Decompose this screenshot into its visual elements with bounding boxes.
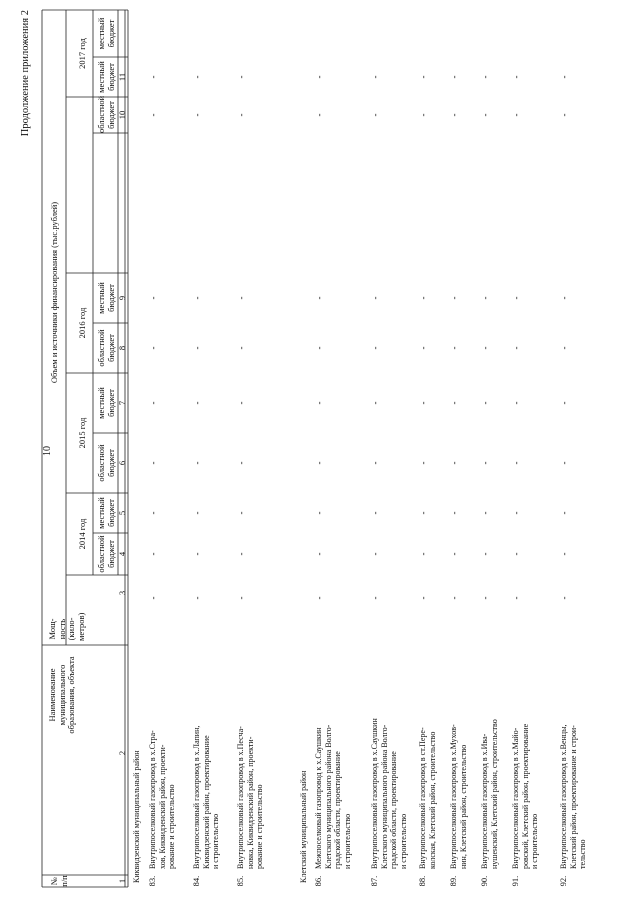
row-value: - <box>449 552 459 556</box>
row-value: - <box>418 75 428 79</box>
row-object-name-line: нин, Клетский район, строительство <box>458 744 468 869</box>
row-value: - <box>314 461 324 465</box>
row-object-name-line: Внутрипоселковый газопровод в х.Лапин, <box>192 725 201 869</box>
row-value: - <box>236 113 246 117</box>
row-value: - <box>449 296 459 300</box>
row-value: - <box>418 596 428 600</box>
row-object-name-line: и строительство <box>342 813 352 869</box>
row-value: - <box>236 511 246 515</box>
header-year-2016: 2016 год <box>77 307 87 339</box>
row-object-name-line: Внутрипоселковый газопровод в х.Стра- <box>148 730 157 869</box>
row-object-name-line: и строительство <box>398 813 408 869</box>
row-value: - <box>314 296 324 300</box>
row-value: - <box>370 401 380 405</box>
row-object-name-line: тельство <box>578 839 587 869</box>
header-capacity: Мощ-ность (кило-метров) <box>47 612 86 641</box>
row-value: - <box>559 401 569 405</box>
row-object-name-line: Киквидзенский район, проектирование <box>201 735 211 869</box>
row-value: - <box>449 596 459 600</box>
row-value: - <box>559 461 569 465</box>
col-num: 8 <box>117 345 127 351</box>
row-object-name-line: ровский, Клетский район, проектирование <box>520 723 530 869</box>
row-object-name <box>192 647 221 869</box>
row-value: - <box>236 596 246 600</box>
header-local-2017: местный бюджет <box>96 61 116 93</box>
header-name: Наименование муниципального образования, объекта <box>47 656 76 734</box>
row-value: - <box>192 596 202 600</box>
row-value: - <box>192 113 202 117</box>
row-value: - <box>314 113 324 117</box>
row-object-name-line: рование и строительство <box>167 784 176 869</box>
row-value: - <box>370 75 380 79</box>
col-num: 3 <box>117 590 127 596</box>
row-number: 92. <box>558 875 568 887</box>
row-object-name-line: Клетский район, проектирование и строи- <box>568 725 578 869</box>
row-value: - <box>314 596 324 600</box>
row-value: - <box>236 552 246 556</box>
row-value: - <box>192 75 202 79</box>
col-num: 11 <box>117 72 127 82</box>
row-value: - <box>148 596 158 600</box>
row-value: - <box>480 296 490 300</box>
header-regional-2014: областной бюджет <box>96 535 116 573</box>
row-object-name <box>559 647 588 869</box>
row-object-name-line: и строительство <box>530 813 539 869</box>
row-value: - <box>314 75 324 79</box>
row-object-name-line: Внутрипоселковый газопровод в х.Саушкин <box>370 718 379 869</box>
col-num: 9 <box>117 295 127 301</box>
row-number: 85. <box>235 875 245 887</box>
header-local-2016: местный бюджет <box>96 282 116 314</box>
header-funding: Объем и источники финансирования (тыс.рублей) <box>49 201 59 384</box>
header-year-2014: 2014 год <box>77 518 87 550</box>
row-value: - <box>480 113 490 117</box>
row-value: - <box>236 296 246 300</box>
row-value: - <box>559 552 569 556</box>
row-value: - <box>148 511 158 515</box>
row-value: - <box>418 113 428 117</box>
row-value: - <box>418 401 428 405</box>
row-value: - <box>511 401 521 405</box>
header-year-2015: 2015 год <box>77 417 87 449</box>
header-year-2017: 2017 год <box>77 38 87 69</box>
row-value: - <box>314 511 324 515</box>
row-value: - <box>192 346 202 350</box>
row-value: - <box>236 75 246 79</box>
page-number: 10 <box>42 446 53 456</box>
row-value: - <box>236 461 246 465</box>
row-value: - <box>192 552 202 556</box>
section-kletsky: Клетский муниципальный район <box>299 770 308 883</box>
row-value: - <box>314 552 324 556</box>
row-value: - <box>418 461 428 465</box>
row-value: - <box>370 511 380 515</box>
row-value: - <box>148 346 158 350</box>
row-object-name <box>370 647 408 869</box>
row-value: - <box>480 596 490 600</box>
row-object-name-line: градской области, проектирование <box>389 751 398 869</box>
row-value: - <box>480 461 490 465</box>
continuation-note: Продолжение приложения 2 <box>20 10 31 137</box>
row-value: - <box>418 511 428 515</box>
row-value: - <box>192 401 202 405</box>
row-number: 88. <box>417 875 427 887</box>
row-number: 87. <box>369 875 379 887</box>
header-local-2014: местный бюджет <box>96 497 116 529</box>
header-regional-2015: областной бюджет <box>96 444 116 482</box>
row-value: - <box>370 552 380 556</box>
row-object-name <box>511 647 540 869</box>
row-value: - <box>148 296 158 300</box>
row-value: - <box>511 113 521 117</box>
col-num: 4 <box>117 551 127 557</box>
col-num: 6 <box>117 460 127 466</box>
row-value: - <box>449 461 459 465</box>
row-value: - <box>148 552 158 556</box>
row-object-name-line: Внутрипоселковый газопровод в х.Ива- <box>480 733 489 869</box>
row-object-name-line: хов, Киквидзенский район, проекти- <box>157 744 167 869</box>
row-number: 84. <box>191 875 201 887</box>
row-value: - <box>370 113 380 117</box>
row-object-name-line: рование и строительство <box>255 784 264 869</box>
row-object-name-line: градской области, проектирование <box>333 751 342 869</box>
row-object-name-line: Внутрипоселковый газопровод в х.Майо- <box>511 727 520 869</box>
row-value: - <box>559 346 569 350</box>
row-value: - <box>148 401 158 405</box>
row-number: 86. <box>313 875 323 887</box>
row-number: 90. <box>479 875 489 887</box>
row-object-name-line: Внутрипоселковый газопровод в х.Венцы, <box>559 724 568 869</box>
row-number: 91. <box>510 875 520 887</box>
row-value: - <box>148 461 158 465</box>
row-object-name-line: новка, Киквидзенский район, проекти- <box>245 736 255 869</box>
row-object-name <box>148 647 177 869</box>
row-value: - <box>559 596 569 600</box>
row-value: - <box>559 113 569 117</box>
row-object-name-line: Внутрипоселковый газопровод в х.Песча- <box>236 726 245 869</box>
row-value: - <box>192 296 202 300</box>
row-object-name-line: Межпоселковый газопровод к х.Саушкин <box>314 727 323 869</box>
row-object-name-line: нушенский, Клетский район, строительство <box>489 719 499 869</box>
row-value: - <box>192 461 202 465</box>
row-value: - <box>314 401 324 405</box>
row-object-name <box>418 647 437 869</box>
row-value: - <box>559 511 569 515</box>
row-value: - <box>148 75 158 79</box>
row-value: - <box>370 596 380 600</box>
row-value: - <box>314 346 324 350</box>
row-object-name <box>480 647 499 869</box>
row-value: - <box>449 401 459 405</box>
row-number: 83. <box>147 875 157 887</box>
section-kikvidze: Киквидзенский муниципальный район <box>132 750 141 883</box>
col-num: 7 <box>117 400 127 406</box>
col-num: 5 <box>117 510 127 516</box>
row-value: - <box>511 511 521 515</box>
col-num: 10 <box>117 110 127 120</box>
row-object-name <box>236 647 265 869</box>
header-regional-2017: областной бюджет <box>96 95 116 133</box>
row-value: - <box>418 346 428 350</box>
row-object-name <box>314 647 352 869</box>
row-value: - <box>418 296 428 300</box>
row-value: - <box>559 75 569 79</box>
row-value: - <box>148 113 158 117</box>
header-regional-2016: областной бюджет <box>96 329 116 367</box>
row-value: - <box>370 461 380 465</box>
row-object-name-line: колская, Клетский район, строительство <box>427 731 437 869</box>
header-local-2015: местный бюджет <box>96 387 116 419</box>
row-value: - <box>449 346 459 350</box>
row-value: - <box>370 296 380 300</box>
col-num: 1 <box>117 878 127 884</box>
row-value: - <box>418 552 428 556</box>
row-value: - <box>511 461 521 465</box>
row-object-name-line: Внутрипоселковый газопровод в ст.Пере- <box>418 727 427 869</box>
row-object-name-line: Внутрипоселковый газопровод в х.Мухов- <box>449 724 458 869</box>
row-value: - <box>511 296 521 300</box>
row-value: - <box>480 346 490 350</box>
row-value: - <box>511 596 521 600</box>
header-no: № п/п <box>49 875 69 887</box>
row-number: 89. <box>448 875 458 887</box>
row-value: - <box>480 75 490 79</box>
row-value: - <box>236 346 246 350</box>
row-object-name <box>449 647 468 869</box>
row-value: - <box>370 346 380 350</box>
row-value: - <box>449 511 459 515</box>
row-value: - <box>511 346 521 350</box>
row-object-name-line: Клетского муниципального района Волго- <box>323 724 333 869</box>
row-value: - <box>480 511 490 515</box>
row-value: - <box>236 401 246 405</box>
header-local-2017b: местный бюджет <box>96 17 116 50</box>
row-value: - <box>449 113 459 117</box>
col-num: 2 <box>117 750 127 756</box>
row-value: - <box>559 296 569 300</box>
row-value: - <box>192 511 202 515</box>
row-value: - <box>511 552 521 556</box>
row-value: - <box>449 75 459 79</box>
row-value: - <box>480 401 490 405</box>
row-value: - <box>480 552 490 556</box>
row-object-name-line: и строительство <box>211 813 220 869</box>
row-object-name-line: Клетского муниципального района Волго- <box>379 724 389 869</box>
row-value: - <box>511 75 521 79</box>
